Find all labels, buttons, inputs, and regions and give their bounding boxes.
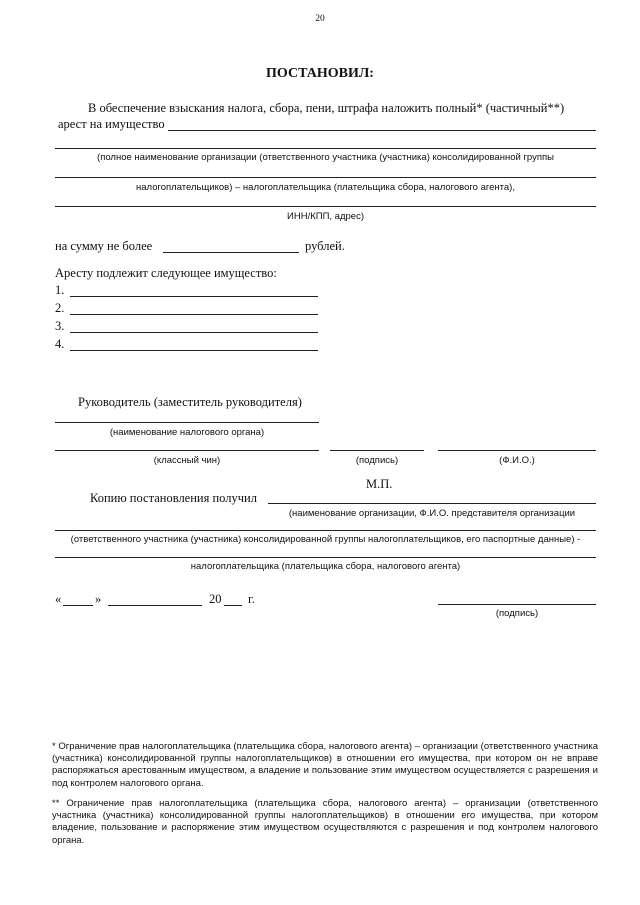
head-label: Руководитель (заместитель руководителя) xyxy=(78,395,302,409)
property-line-3 xyxy=(70,332,318,333)
rank-line xyxy=(55,450,319,451)
caption-fio: (Ф.И.О.) xyxy=(499,455,535,466)
signature-line xyxy=(330,450,424,451)
caption-recipient-line-2: (ответственного участника (участника) консолидированной группы налогоплательщиков, его паспортные данные) - xyxy=(70,534,581,545)
property-line-2 xyxy=(70,314,318,315)
bottom-signature-line xyxy=(438,604,596,605)
property-item-2: 2. xyxy=(55,301,65,315)
caption-inn: ИНН/КПП, адрес) xyxy=(287,211,364,222)
date-year-line xyxy=(224,605,242,606)
sum-suffix: рублей. xyxy=(305,239,345,253)
property-line-4 xyxy=(70,350,318,351)
intro-line-1: В обеспечение взыскания налога, сбора, пени, штрафа наложить полный* (частичный**) xyxy=(88,101,565,115)
property-heading: Аресту подлежит следующее имущество: xyxy=(55,266,277,280)
caption-tax-org: (наименование налогового органа) xyxy=(109,427,265,438)
date-open-quote: « xyxy=(55,592,62,606)
page-number: 20 xyxy=(315,14,325,24)
caption-recipient-line-1: (наименование организации, Ф.И.О. представителя организации xyxy=(288,508,576,519)
document-heading: ПОСТАНОВИЛ: xyxy=(266,66,374,81)
property-item-3: 3. xyxy=(55,319,65,333)
property-item-1: 1. xyxy=(55,283,65,297)
footnote-1: * Ограничение прав налогоплательщика (плательщика сбора, налогового агента) – организации (ответственного участника (участника) консолидированной группы налогоплательщиков) в отношении его имущества, при котором он не вправе распоряжаться арестованным имуществом, а владение и пользование этим имуществом осуществляется с разрешения и под контролем налогового органа. xyxy=(52,741,598,789)
intro-line-2: арест на имущество xyxy=(58,117,165,131)
date-year-prefix: 20 xyxy=(209,592,222,606)
caption-org-line-2: налогоплательщиков) – налогоплательщика (плательщика сбора, налогового агента), xyxy=(136,182,515,193)
caption-org-line-1: (полное наименование организации (ответственного участника (участника) консолидированной группы xyxy=(97,152,554,163)
caption-signature-bottom: (подпись) xyxy=(495,608,539,619)
date-year-suffix: г. xyxy=(248,592,255,606)
recipient-line-2 xyxy=(55,530,596,531)
date-close-quote: » xyxy=(95,592,102,606)
date-month-line xyxy=(108,605,202,606)
recipient-line-1 xyxy=(268,503,596,504)
org-name-line-1 xyxy=(55,148,596,149)
recipient-line-3 xyxy=(55,557,596,558)
copy-received-label: Копию постановления получил xyxy=(90,491,257,505)
property-item-4: 4. xyxy=(55,337,65,351)
sum-prefix: на сумму не более xyxy=(55,239,153,253)
org-name-line-3 xyxy=(55,206,596,207)
date-day-line xyxy=(63,605,93,606)
caption-recipient-line-3: налогоплательщика (плательщика сбора, налогового агента) xyxy=(190,561,461,572)
sum-line xyxy=(163,252,299,253)
caption-rank: (классный чин) xyxy=(153,455,221,466)
footnote-2: ** Ограничение прав налогоплательщика (плательщика сбора, налогового агента) – организации (ответственного участника (участника) консолидированной группы налогоплательщиков) в отношении его имущества, при котором владение, пользование и распоряжение этим имуществом осуществляются с разрешения и под контролем налогового органа. xyxy=(52,798,598,846)
org-name-line-2 xyxy=(55,177,596,178)
stamp-label: М.П. xyxy=(366,477,393,491)
tax-org-line xyxy=(55,422,319,423)
property-owner-line xyxy=(168,130,596,131)
fio-line xyxy=(438,450,596,451)
property-line-1 xyxy=(70,296,318,297)
caption-signature: (подпись) xyxy=(355,455,399,466)
